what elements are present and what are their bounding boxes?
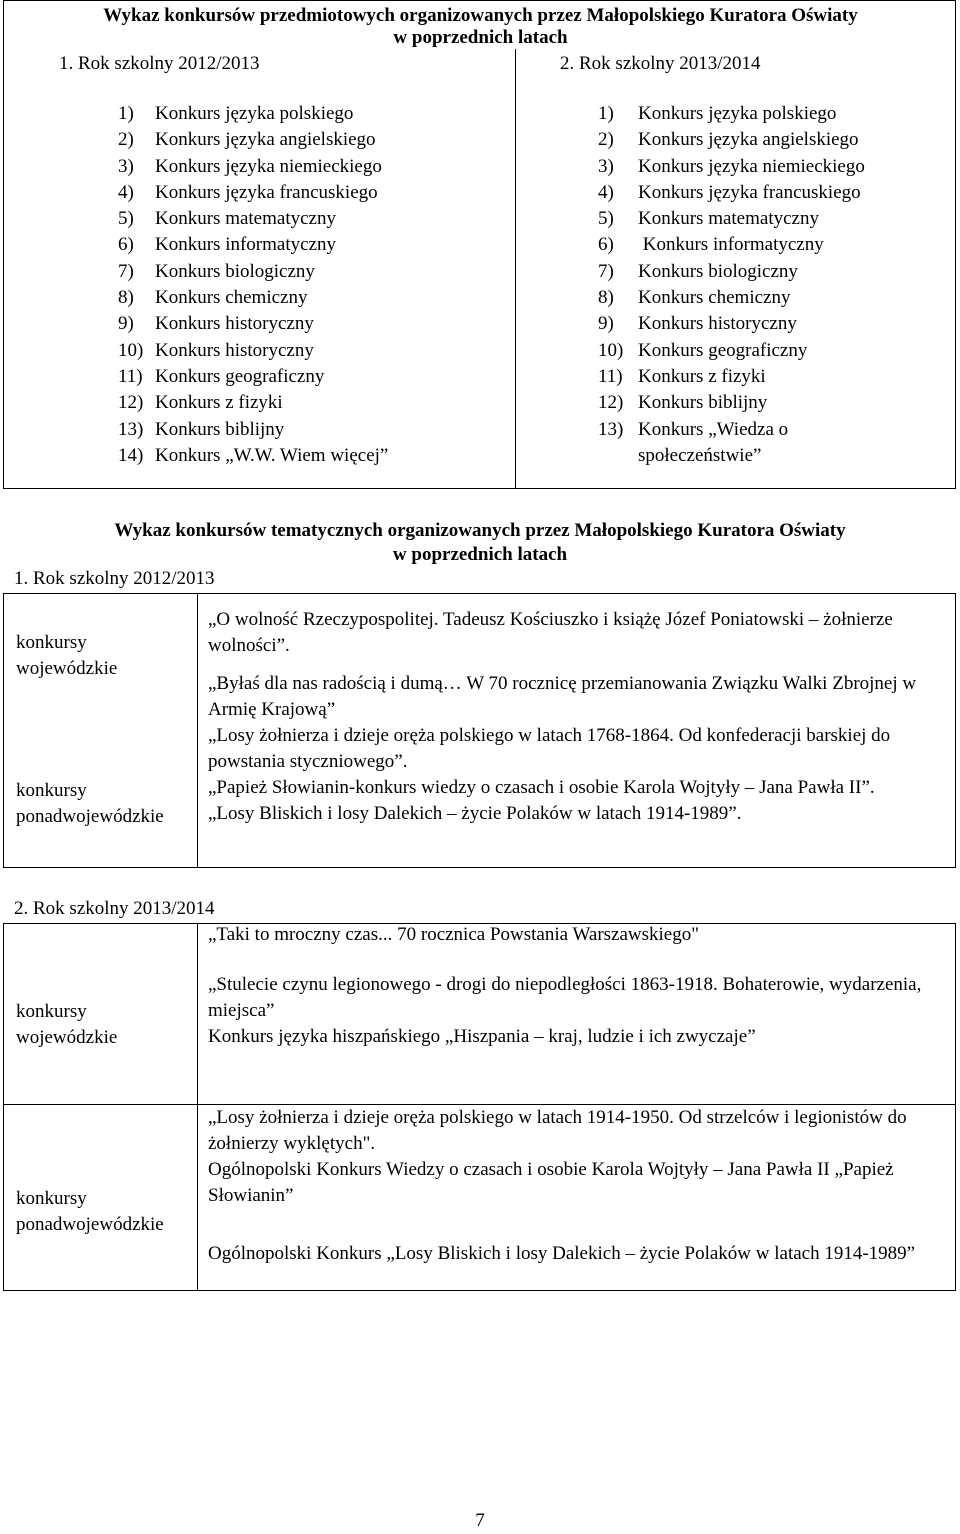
list-item: 11) Konkurs geograficzny	[118, 365, 325, 387]
list-item: 8) Konkurs chemiczny	[598, 287, 791, 309]
year2-supra-entries	[208, 1105, 943, 1267]
list-item-continuation: społeczeństwie”	[638, 444, 762, 466]
page-number: 7	[475, 1510, 485, 1531]
entry: „Papież Słowianin-konkurs wiedzy o czasach i osobie Karola Wojtyły – Jana Pawła II”.	[208, 777, 875, 798]
entry: „Byłaś dla nas radością i dumą… W 70 rocznicę przemianowania Związku Walki Zbrojnej w Armię Krajową”	[208, 673, 917, 720]
entry: Ogólnopolski Konkurs Wiedzy o czasach i osobie Karola Wojtyły – Jana Pawła II „Papież Słowianin”	[208, 1159, 894, 1206]
list-item: 6) Konkurs informatyczny	[598, 234, 824, 256]
year2-heading: 2. Rok szkolny 2013/2014	[14, 898, 215, 919]
list-item: 2) Konkurs języka angielskiego	[118, 129, 376, 151]
list-item: 3) Konkurs języka niemieckiego	[118, 155, 382, 177]
list-item: 10) Konkurs historyczny	[118, 339, 314, 361]
entry: „Losy żołnierza i dzieje oręża polskiego w latach 1914-1950. Od strzelców i legionistów do żołnierzy wyklętych".	[208, 1107, 907, 1154]
list-item: 9) Konkurs historyczny	[118, 313, 314, 335]
year1-heading: 1. Rok szkolny 2012/2013	[14, 568, 215, 589]
list-item: 13) Konkurs biblijny	[118, 418, 285, 440]
entry: „Losy żołnierza i dzieje oręża polskiego w latach 1768-1864. Od konfederacji barskiej do powstania styczniowego”.	[208, 725, 891, 772]
entry: „Taki to mroczny czas... 70 rocznica Powstania Warszawskiego"	[208, 924, 699, 945]
year2-table-divider	[197, 924, 198, 1290]
category-voivodeship	[16, 630, 117, 682]
category-line: konkursy	[16, 780, 87, 801]
column-divider	[515, 49, 516, 488]
year2-voivodeship-entries	[208, 922, 943, 1050]
category-line: ponadwojewódzkie	[16, 806, 164, 827]
list-item: 7) Konkurs biologiczny	[118, 260, 315, 282]
list-item: 13) Konkurs „Wiedza o	[598, 418, 789, 440]
list-item: 11) Konkurs z fizyki	[598, 365, 766, 387]
subject-title-line2: w poprzednich latach	[393, 27, 568, 48]
list-item: 5) Konkurs matematyczny	[598, 208, 819, 230]
category-supra	[16, 1186, 164, 1238]
list-item: 3) Konkurs języka niemieckiego	[598, 155, 865, 177]
list-item: 4) Konkurs języka francuskiego	[118, 181, 378, 203]
year2-table	[3, 923, 956, 1291]
entry: Konkurs języka hiszpańskiego „Hiszpania – kraj, ludzie i ich zwyczaje”	[208, 1026, 756, 1047]
year1-entries	[208, 607, 943, 827]
thematic-title-line2: w poprzednich latach	[392, 544, 568, 565]
thematic-title	[0, 518, 960, 568]
list-item: 4) Konkurs języka francuskiego	[598, 181, 861, 203]
category-voivodeship	[16, 999, 117, 1051]
list-item: 14) Konkurs „W.W. Wiem więcej”	[118, 444, 389, 466]
thematic-title-line1: Wykaz konkursów tematycznych organizowanych przez Małopolskiego Kuratora Oświaty	[114, 520, 846, 541]
year1-table-divider	[197, 594, 198, 867]
list-item: 6) Konkurs informatyczny	[118, 234, 336, 256]
list-item: 9) Konkurs historyczny	[598, 313, 797, 335]
entry: Ogólnopolski Konkurs „Losy Bliskich i losy Dalekich – życie Polaków w latach 1914-1989”	[208, 1243, 916, 1264]
category-line: wojewódzkie	[16, 1027, 118, 1048]
list-item: 10) Konkurs geograficzny	[598, 339, 808, 361]
list-item: 8) Konkurs chemiczny	[118, 287, 308, 309]
category-supra	[16, 778, 164, 830]
list-2012	[118, 101, 388, 469]
year-2012-heading: 1. Rok szkolny 2012/2013	[59, 53, 260, 74]
category-line: wojewódzkie	[16, 658, 118, 679]
list-2013	[598, 101, 865, 469]
list-item: 12) Konkurs z fizyki	[118, 392, 283, 414]
list-item: 1) Konkurs języka polskiego	[598, 103, 837, 124]
list-item: 1) Konkurs języka polskiego	[118, 103, 354, 124]
list-item: 7) Konkurs biologiczny	[598, 260, 798, 282]
list-item: 12) Konkurs biblijny	[598, 392, 768, 414]
list-item: 5) Konkurs matematyczny	[118, 208, 336, 230]
year-2013-heading: 2. Rok szkolny 2013/2014	[560, 53, 761, 74]
category-line: konkursy	[16, 1001, 87, 1022]
year1-table	[3, 593, 956, 868]
category-line: konkursy	[16, 632, 87, 653]
category-line: ponadwojewódzkie	[16, 1214, 164, 1235]
entry: „Losy Bliskich i losy Dalekich – życie Polaków w latach 1914-1989”.	[208, 803, 742, 824]
subject-competitions-table	[3, 0, 956, 489]
entry: „O wolność Rzeczypospolitej. Tadeusz Kościuszko i książę Józef Poniatowski – żołnierze wolności”.	[208, 609, 893, 656]
category-line: konkursy	[16, 1188, 87, 1209]
subject-title-line1: Wykaz konkursów przedmiotowych organizowanych przez Małopolskiego Kuratora Oświaty	[103, 5, 858, 26]
list-item: 2) Konkurs języka angielskiego	[598, 129, 859, 151]
entry: „Stulecie czynu legionowego - drogi do niepodległości 1863-1918. Bohaterowie, wydarzenia, miejsca”	[208, 974, 922, 1021]
